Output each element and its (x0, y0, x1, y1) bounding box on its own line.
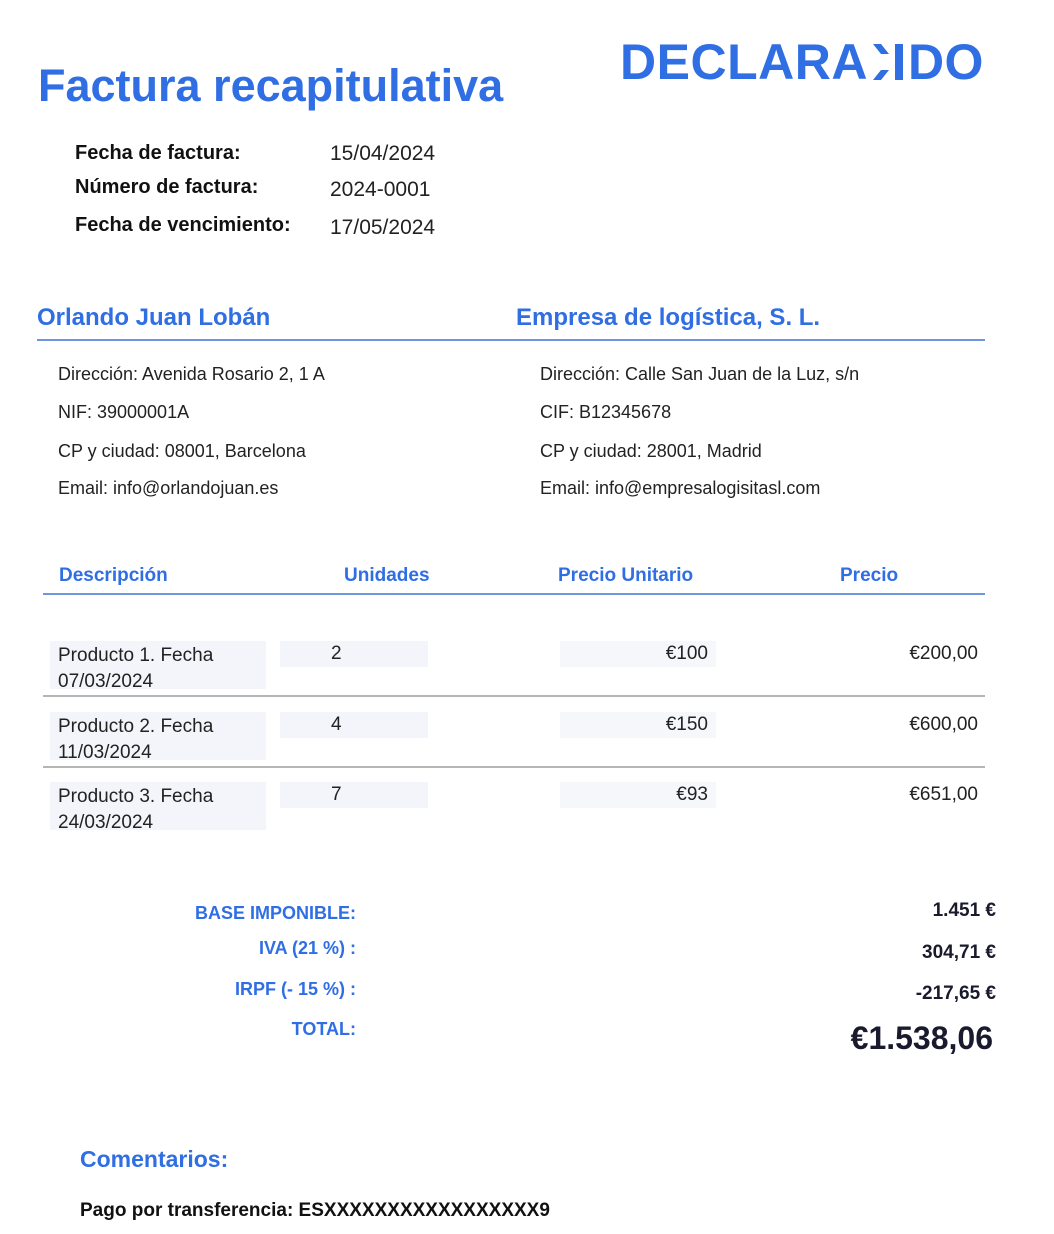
client-cif: CIF: B12345678 (540, 402, 672, 422)
row-3-description-line-2: 24/03/2024 (58, 812, 154, 833)
logo-n-mark-icon (869, 40, 907, 84)
row-3-units-value: 7 (331, 784, 342, 805)
invoice-date-label: Fecha de factura: (75, 142, 241, 164)
row-2-description-line-1: Producto 2. Fecha (58, 716, 214, 737)
issuer-divider (37, 339, 512, 341)
table-row-3-price: €651,00 (909, 784, 978, 805)
header-unit-price: Precio Unitario (558, 565, 694, 586)
row-1-units-value: 2 (331, 643, 342, 664)
vat-label: IVA (21 %) : (258, 938, 356, 958)
payment-note: Pago por transferencia: ESXXXXXXXXXXXXXXXXX9 (80, 1200, 550, 1221)
logo-text-start: DECLARA (620, 34, 868, 90)
comments-title: Comentarios: (80, 1146, 229, 1172)
header-price: Precio (840, 565, 899, 586)
row-3-unit-price-value: €93 (676, 784, 708, 805)
row-3-description-line-1: Producto 3. Fecha (58, 786, 214, 807)
table-row-3-units (280, 782, 428, 808)
logo-text-end: DO (907, 34, 984, 90)
client-address: Dirección: Calle San Juan de la Luz, s/n (540, 364, 860, 384)
irpf-label: IRPF (- 15 %) : (234, 979, 356, 999)
table-row-3-description (50, 782, 266, 833)
due-date-label: Fecha de vencimiento: (75, 214, 291, 236)
issuer-email: Email: info@orlandojuan.es (58, 478, 279, 498)
row-2-unit-price-value: €150 (665, 714, 708, 735)
table-row-1-description (50, 641, 266, 692)
client-name: Empresa de logística, S. L. (516, 304, 821, 331)
invoice-number-value: 2024-0001 (330, 178, 431, 201)
client-divider (512, 339, 985, 341)
table-row-2-description (50, 712, 266, 763)
issuer-name: Orlando Juan Lobán (37, 304, 271, 331)
header-units: Unidades (344, 565, 430, 586)
table-row-1-price: €200,00 (909, 643, 978, 664)
row-2-description-line-2: 11/03/2024 (58, 742, 152, 763)
row-2-units-value: 4 (331, 714, 342, 735)
client-email: Email: info@empresalogisitasl.com (540, 478, 821, 498)
table-row-3-unit-price (560, 782, 716, 808)
table-row-1-unit-price (560, 641, 716, 667)
row-1-unit-price-value: €100 (665, 643, 708, 664)
table-row-2-unit-price (560, 712, 716, 738)
issuer-nif: NIF: 39000001A (58, 402, 190, 422)
table-header-divider (43, 593, 985, 595)
declarando-logo (620, 34, 984, 90)
issuer-address: Dirección: Avenida Rosario 2, 1 A (58, 364, 325, 384)
total-value: €1.538,06 (850, 1020, 993, 1056)
invoice-title: Factura recapitulativa (38, 60, 504, 111)
due-date-value: 17/05/2024 (330, 216, 436, 239)
row-divider (43, 766, 985, 768)
table-row-2-price: €600,00 (909, 714, 978, 735)
taxable-base-value: 1.451 € (932, 900, 996, 921)
invoice-number-label: Número de factura: (75, 176, 259, 198)
row-1-description-line-2: 07/03/2024 (58, 671, 154, 692)
row-divider (43, 695, 985, 697)
row-1-description-line-1: Producto 1. Fecha (58, 645, 214, 666)
client-postcode-city: CP y ciudad: 28001, Madrid (540, 441, 762, 461)
issuer-postcode-city: CP y ciudad: 08001, Barcelona (58, 441, 306, 461)
irpf-value: -217,65 € (915, 983, 996, 1004)
vat-value: 304,71 € (922, 942, 996, 963)
table-row-1-units (280, 641, 428, 667)
taxable-base-label: BASE IMPONIBLE: (194, 903, 356, 923)
table-row-2-units (280, 712, 428, 738)
total-label: TOTAL: (291, 1019, 356, 1039)
header-description: Descripción (59, 565, 168, 586)
invoice-date-value: 15/04/2024 (330, 142, 436, 165)
